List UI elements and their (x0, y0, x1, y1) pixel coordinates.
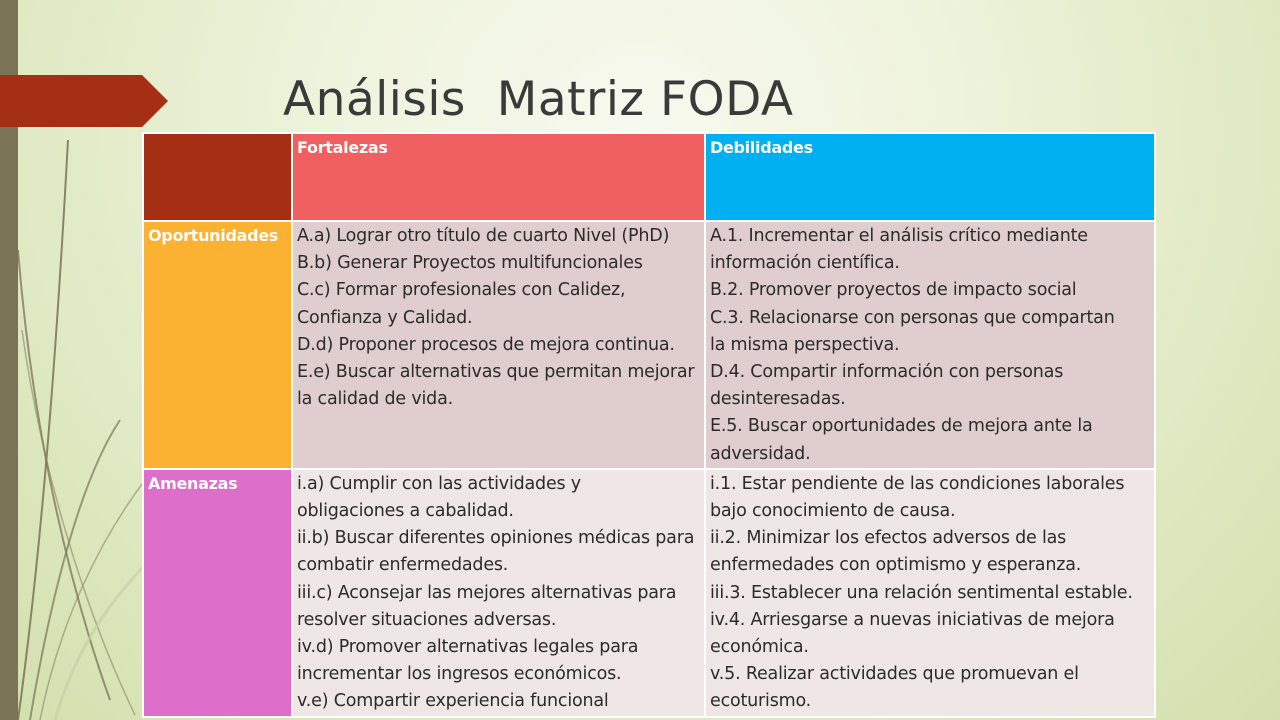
header-row (143, 133, 1155, 221)
list-item: resolver situaciones adversas. (297, 609, 557, 630)
page-title: Análisis Matriz FODA (283, 72, 794, 127)
list-item: B.2. Promover proyectos de impacto social (710, 280, 1077, 301)
list-item: C.3. Relacionarse con personas que compartan (710, 307, 1115, 328)
foda-matrix-table (142, 132, 1156, 718)
list-item: bajo conocimiento de causa. (710, 501, 956, 522)
corner-cell (143, 133, 292, 221)
list-item: v.5. Realizar actividades que promuevan el (710, 664, 1079, 685)
header-debilidades: Debilidades (705, 133, 1155, 221)
list-item: A.a) Lograr otro título de cuarto Nivel (PhD) (297, 226, 670, 246)
list-item: B.b) Generar Proyectos multifuncionales (297, 253, 643, 274)
title-arrow-marker (0, 75, 168, 127)
list-item: A.1. Incrementar el análisis crítico mediante (710, 226, 1088, 246)
list-item: ecoturismo. (710, 691, 812, 712)
list-item: iii.3. Establecer una relación sentimental estable. (710, 582, 1133, 603)
list-item: enfermedades con optimismo y esperanza. (710, 555, 1082, 576)
list-item: i.a) Cumplir con las actividades y (297, 473, 581, 494)
list-item: obligaciones a cabalidad. (297, 501, 514, 522)
row-header-amenazas: Amenazas (143, 469, 292, 717)
list-item: C.c) Formar profesionales con Calidez, (297, 280, 626, 301)
row-amenazas (143, 469, 1155, 717)
list-item: ii.b) Buscar diferentes opiniones médicas para (297, 528, 695, 549)
cell-amenazas-debilidades (705, 469, 1155, 717)
list-item: desinteresadas. (710, 389, 846, 410)
row-oportunidades (143, 221, 1155, 469)
list-item: iv.4. Arriesgarse a nuevas iniciativas de mejora (710, 609, 1115, 630)
cell-oportunidades-debilidades (705, 221, 1155, 469)
cell-amenazas-fortalezas (292, 469, 705, 717)
list-item: i.1. Estar pendiente de las condiciones laborales (710, 473, 1125, 494)
list-item: la misma perspectiva. (710, 334, 900, 355)
list-item: combatir enfermedades. (297, 555, 509, 576)
list-item: adversidad. (710, 443, 811, 464)
list-item: iii.c) Aconsejar las mejores alternativas para (297, 582, 677, 603)
list-item: ii.2. Minimizar los efectos adversos de las (710, 528, 1067, 549)
list-item: v.e) Compartir experiencia funcional (297, 691, 609, 712)
list-item: iv.d) Promover alternativas legales para (297, 637, 639, 658)
list-item: D.d) Proponer procesos de mejora continua. (297, 334, 675, 355)
list-item: Confianza y Calidad. (297, 307, 473, 328)
list-item: E.e) Buscar alternativas que permitan mejorar (297, 362, 695, 383)
list-item: económica. (710, 637, 809, 658)
list-item: la calidad de vida. (297, 389, 453, 410)
list-item: incrementar los ingresos económicos. (297, 664, 622, 685)
cell-oportunidades-fortalezas (292, 221, 705, 469)
list-item: D.4. Compartir información con personas (710, 362, 1064, 383)
list-item: E.5. Buscar oportunidades de mejora ante la (710, 416, 1093, 437)
row-header-oportunidades: Oportunidades (143, 221, 292, 469)
list-item: información científica. (710, 253, 900, 274)
header-fortalezas: Fortalezas (292, 133, 705, 221)
